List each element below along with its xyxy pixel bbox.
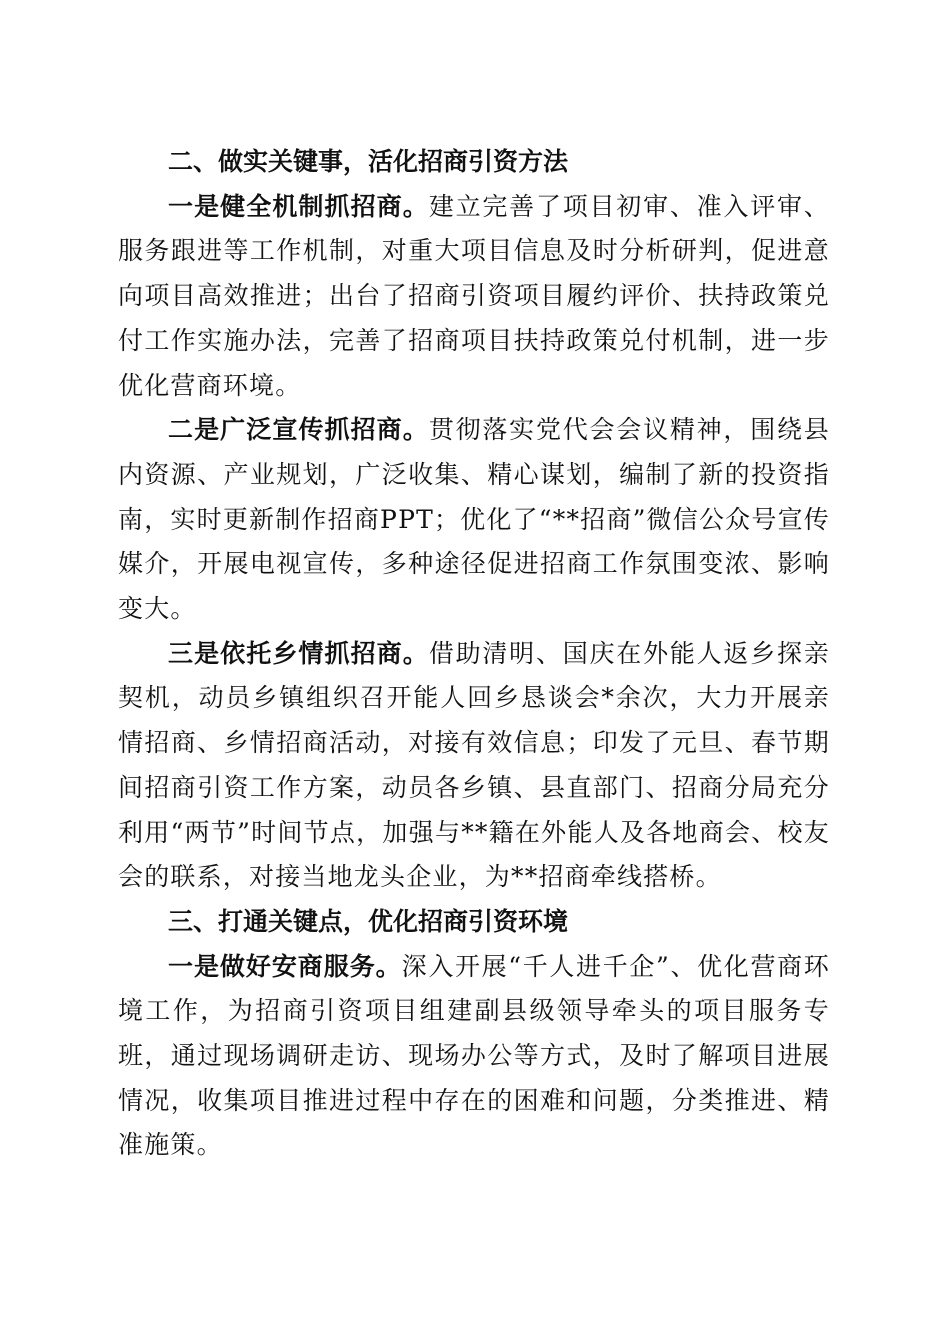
paragraph-lead: 一是做好安商服务。 [168, 951, 402, 981]
paragraph-body: 借助清明、国庆在外能人返乡探亲契机，动员乡镇组织召开能人回乡恳谈会*余次，大力开展亲情招商、乡情招商活动，对接有效信息；印发了元旦、春节期间招商引资工作方案，动员各乡镇、县直部门、招商分局充分利用“两节”时间节点，加强与**籍在外能人及各地商会、校友会的联系，对接当地龙头企业，为**招商牵线搭桥。 [118, 638, 830, 892]
section-heading-3: 三、打通关键点，优化招商引资环境 [168, 906, 569, 936]
paragraph-lead: 二是广泛宣传抓招商。 [168, 415, 429, 445]
paragraph-body: 深入开展“千人进千企”、优化营商环境工作，为招商引资项目组建副县级领导牵头的项目服务专班，通过现场调研走访、现场办公等方式，及时了解项目进展情况，收集项目推进过程中存在的困难和问题，分类推进、精准施策。 [118, 951, 830, 1160]
paragraph-lead: 一是健全机制抓招商。 [168, 191, 429, 221]
paragraph-publicity [118, 408, 830, 632]
paragraph-service [118, 945, 830, 1169]
document-body [118, 140, 830, 1168]
paragraph-hometown [118, 632, 830, 900]
paragraph-body: 建立完善了项目初审、准入评审、服务跟进等工作机制，对重大项目信息及时分析研判，促进意向项目高效推进；出台了招商引资项目履约评价、扶持政策兑付工作实施办法，完善了招商项目扶持政策兑付机制，进一步优化营商环境。 [118, 191, 830, 400]
paragraph-lead: 三是依托乡情抓招商。 [168, 638, 429, 668]
paragraph-mechanism [118, 185, 830, 409]
paragraph-body: 贯彻落实党代会会议精神，围绕县内资源、产业规划，广泛收集、精心谋划，编制了新的投资指南，实时更新制作招商PPT；优化了“**招商”微信公众号宣传媒介，开展电视宣传，多种途径促进招商工作氛围变浓、影响变大。 [118, 415, 830, 624]
section-heading-2: 二、做实关键事，活化招商引资方法 [168, 147, 569, 176]
